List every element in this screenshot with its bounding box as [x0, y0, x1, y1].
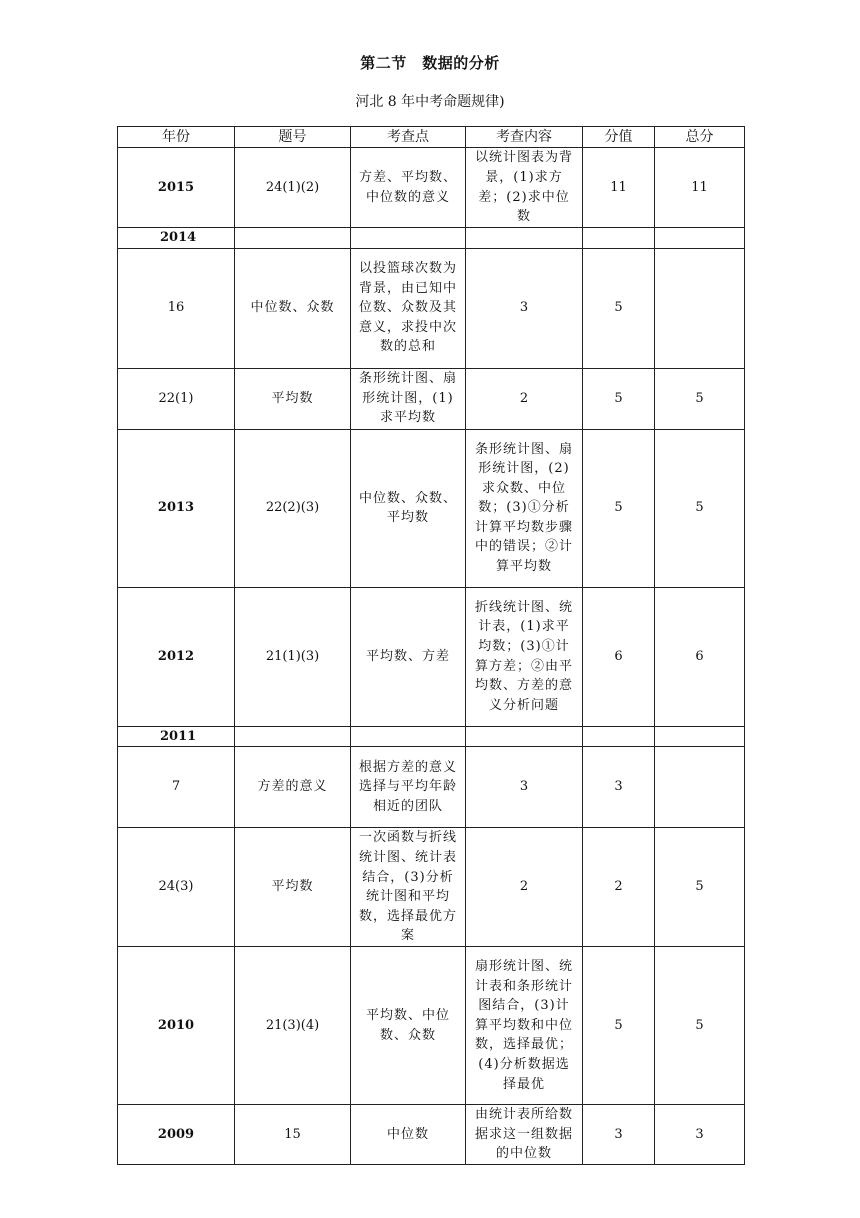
cell-total: 3	[655, 1105, 745, 1165]
cell-question-number: 15	[235, 1105, 351, 1165]
cell-exam-point: 中位数	[351, 1105, 466, 1165]
cell-empty	[655, 248, 745, 368]
table-row	[118, 429, 745, 587]
cell-total: 6	[655, 587, 745, 726]
cell-question-number: 21(1)(3)	[235, 587, 351, 726]
cell-exam-point: 中位数、众数、平均数	[351, 429, 466, 587]
cell-empty	[583, 228, 655, 249]
cell-total: 5	[655, 947, 745, 1105]
cell-total: 11	[655, 148, 745, 228]
cell-question-number: 21(3)(4)	[235, 947, 351, 1105]
header-score: 分值	[583, 127, 655, 148]
cell-year: 2011	[118, 726, 235, 747]
cell-total: 5	[655, 828, 745, 947]
page-subtitle: 河北 8 年中考命题规律)	[355, 94, 505, 110]
cell-score: 11	[583, 148, 655, 228]
cell-question-number: 22(1)	[118, 368, 235, 429]
cell-total: 2	[583, 828, 655, 947]
cell-empty	[466, 726, 583, 747]
cell-empty	[583, 726, 655, 747]
cell-year: 2009	[118, 1105, 235, 1165]
cell-exam-content: 折线统计图、统计表，(1)求平均数；(3)①计算方差；②由平均数、方差的意义分析问题	[466, 587, 583, 726]
cell-score: 6	[583, 587, 655, 726]
table-row	[118, 1105, 745, 1165]
header-question-number: 题号	[235, 127, 351, 148]
table-row	[118, 747, 745, 828]
cell-score: 5	[583, 947, 655, 1105]
cell-exam-content: 一次函数与折线统计图、统计表结合，(3)分析统计图和平均数，选择最优方案	[351, 828, 466, 947]
cell-exam-content: 条形统计图、扇形统计图，(2)求众数、中位数；(3)①分析计算平均数步骤中的错误；②计算平均数	[466, 429, 583, 587]
header-total: 总分	[655, 127, 745, 148]
page-title: 第二节 数据的分析	[360, 54, 500, 72]
cell-score: 2	[466, 368, 583, 429]
cell-year: 2010	[118, 947, 235, 1105]
cell-score: 3	[466, 747, 583, 828]
cell-year: 2012	[118, 587, 235, 726]
cell-question-number: 24(3)	[118, 828, 235, 947]
header-exam-point: 考查点	[351, 127, 466, 148]
cell-empty	[351, 726, 466, 747]
header-exam-content: 考查内容	[466, 127, 583, 148]
cell-total: 5	[655, 368, 745, 429]
cell-score: 3	[466, 248, 583, 368]
cell-exam-point: 平均数、方差	[351, 587, 466, 726]
cell-total: 5	[583, 248, 655, 368]
cell-exam-content: 条形统计图、扇形统计图，(1)求平均数	[351, 368, 466, 429]
cell-year: 2013	[118, 429, 235, 587]
cell-empty	[655, 228, 745, 249]
cell-question-number: 7	[118, 747, 235, 828]
cell-exam-point: 方差、平均数、中位数的意义	[351, 148, 466, 228]
cell-exam-point: 平均数、中位数、众数	[351, 947, 466, 1105]
table-row	[118, 726, 745, 747]
cell-exam-content: 以投篮球次数为背景，由已知中位数、众数及其意义，求投中次数的总和	[351, 248, 466, 368]
cell-exam-content: 扇形统计图、统计表和条形统计图结合，(3)计算平均数和中位数，选择最优；(4)分析数据选择最优	[466, 947, 583, 1105]
exam-pattern-table	[117, 126, 745, 1165]
cell-exam-content: 由统计表所给数据求这一组数据的中位数	[466, 1105, 583, 1165]
cell-exam-point: 中位数、众数	[235, 248, 351, 368]
cell-empty	[655, 747, 745, 828]
cell-question-number: 16	[118, 248, 235, 368]
cell-score: 2	[466, 828, 583, 947]
cell-year: 2015	[118, 148, 235, 228]
cell-total: 5	[655, 429, 745, 587]
cell-exam-point: 平均数	[235, 828, 351, 947]
table-row	[118, 587, 745, 726]
cell-question-number: 22(2)(3)	[235, 429, 351, 587]
cell-score: 5	[583, 429, 655, 587]
table-row	[118, 228, 745, 249]
cell-score: 3	[583, 1105, 655, 1165]
cell-total: 3	[583, 747, 655, 828]
cell-exam-point: 平均数	[235, 368, 351, 429]
cell-empty	[351, 228, 466, 249]
cell-empty	[466, 228, 583, 249]
header-year: 年份	[118, 127, 235, 148]
cell-question-number: 24(1)(2)	[235, 148, 351, 228]
cell-exam-content: 以统计图表为背景，(1)求方差；(2)求中位数	[466, 148, 583, 228]
cell-empty	[655, 726, 745, 747]
table-row	[118, 368, 745, 429]
table-row	[118, 947, 745, 1105]
cell-exam-point: 方差的意义	[235, 747, 351, 828]
cell-year: 2014	[118, 228, 235, 249]
table-row	[118, 148, 745, 228]
cell-total: 5	[583, 368, 655, 429]
cell-empty	[235, 228, 351, 249]
cell-empty	[235, 726, 351, 747]
table-header-row	[118, 127, 745, 148]
cell-exam-content: 根据方差的意义选择与平均年龄相近的团队	[351, 747, 466, 828]
table-row	[118, 828, 745, 947]
table-row	[118, 248, 745, 368]
